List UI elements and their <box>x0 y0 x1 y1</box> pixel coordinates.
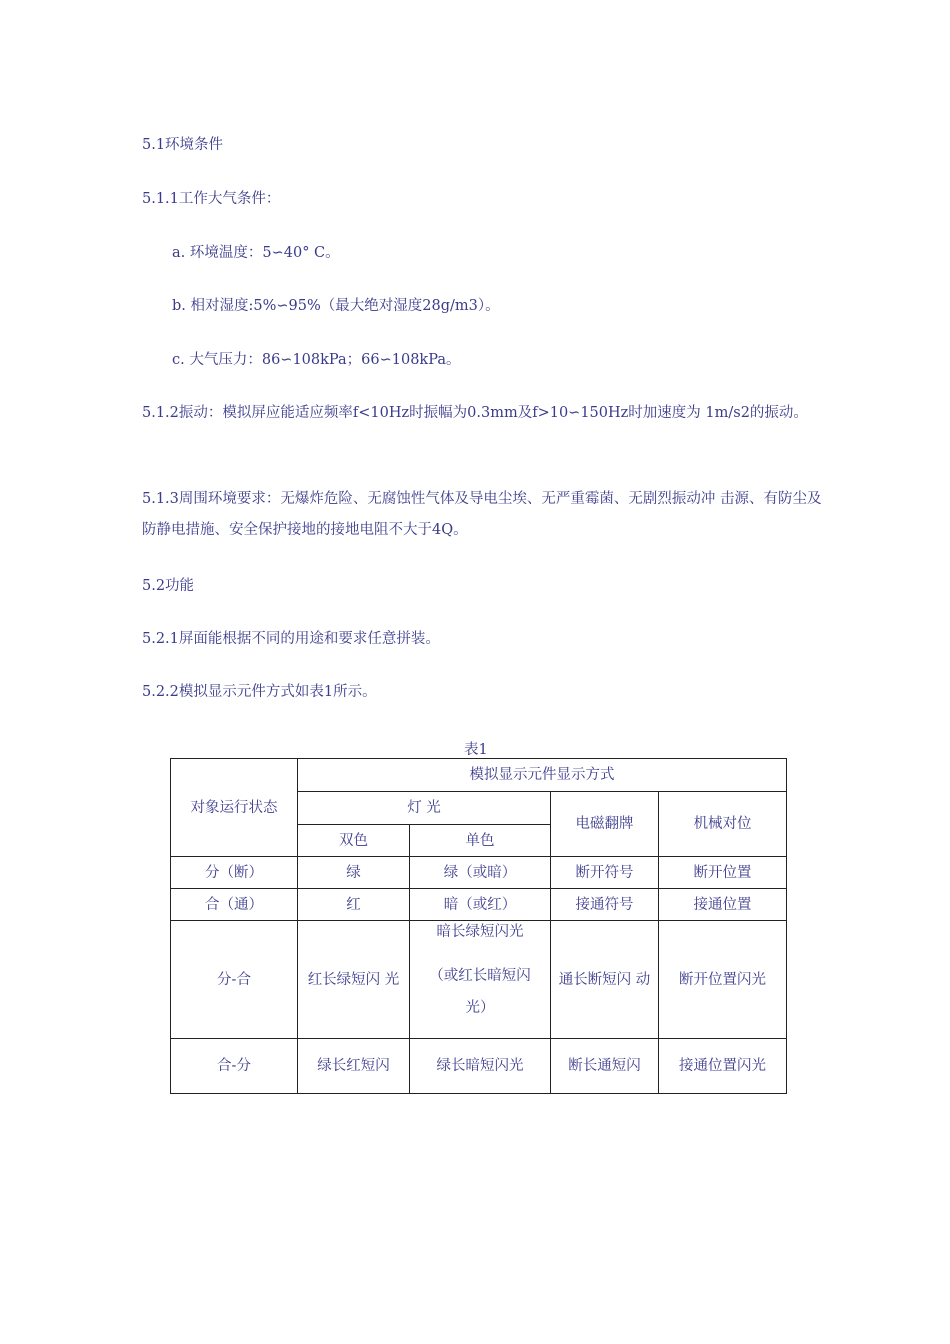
header-display-mode: 模拟显示元件显示方式 <box>298 759 787 792</box>
table-row <box>171 1039 787 1094</box>
cell-mechanical: 接通位置 <box>659 889 787 921</box>
cell-single-line-3: 光） <box>465 1000 495 1016</box>
heading-5-2: 5.2功能 <box>142 578 195 594</box>
cell-single-line-1: 暗长绿短闪光 <box>436 924 524 940</box>
paragraph-5-2-2: 5.2.2模拟显示元件方式如表1所示。 <box>142 684 377 700</box>
heading-5-1: 5.1环境条件 <box>142 137 224 153</box>
cell-electromagnetic: 断长通短闪 <box>551 1039 659 1094</box>
cell-electromagnetic: 断开符号 <box>551 857 659 889</box>
cell-dual: 红长绿短闪 光 <box>298 921 410 1039</box>
cell-single: 绿（或暗） <box>410 857 551 889</box>
header-single-color: 单色 <box>410 825 551 857</box>
display-mode-table <box>170 758 787 1094</box>
cell-single <box>410 921 551 1039</box>
table-row <box>171 889 787 921</box>
paragraph-5-2-1: 5.2.1屏面能根据不同的用途和要求任意拼装。 <box>142 631 440 647</box>
table-caption: 表1 <box>464 742 488 758</box>
cell-single: 绿长暗短闪光 <box>410 1039 551 1094</box>
cell-electromagnetic: 接通符号 <box>551 889 659 921</box>
cell-dual: 绿 <box>298 857 410 889</box>
cell-mechanical: 断开位置闪光 <box>659 921 787 1039</box>
paragraph-5-1-3-environment: 5.1.3周围环境要求：无爆炸危险、无腐蚀性气体及导电尘埃、无严重霉菌、无剧烈振动冲 击源、有防尘及防静电措施、安全保护接地的接地电阻不大于4Q。 <box>142 491 822 538</box>
header-light: 灯 光 <box>298 792 551 825</box>
table-row <box>171 857 787 889</box>
cell-mechanical: 断开位置 <box>659 857 787 889</box>
header-dual-color: 双色 <box>298 825 410 857</box>
cell-dual: 红 <box>298 889 410 921</box>
cell-single: 暗（或红） <box>410 889 551 921</box>
cell-state: 合-分 <box>171 1039 298 1094</box>
header-mechanical: 机械对位 <box>659 792 787 857</box>
header-object-state: 对象运行状态 <box>171 759 298 857</box>
header-electromagnetic: 电磁翻牌 <box>551 792 659 857</box>
item-b-humidity: b. 相对湿度:5%∽95%（最大绝对湿度28g/m3）。 <box>172 298 500 314</box>
item-c-pressure: c. 大气压力：86∽108kPa；66∽108kPa。 <box>172 352 461 368</box>
table-row <box>171 921 787 1039</box>
cell-single-line-2: （或红长暗短闪 <box>429 968 531 984</box>
heading-5-1-1: 5.1.1工作大气条件： <box>142 191 281 207</box>
cell-state: 分-合 <box>171 921 298 1039</box>
paragraph-5-1-2-vibration: 5.1.2振动：模拟屏应能适应频率f<10Hz时振幅为0.3mm及f>10∽150Hz时加速度为 1m/s2的振动。 <box>142 405 808 421</box>
cell-dual: 绿长红短闪 <box>298 1039 410 1094</box>
cell-electromagnetic: 通长断短闪 动 <box>551 921 659 1039</box>
cell-mechanical: 接通位置闪光 <box>659 1039 787 1094</box>
cell-state: 分（断） <box>171 857 298 889</box>
cell-state: 合（通） <box>171 889 298 921</box>
item-a-temperature: a. 环境温度：5∽40° C。 <box>172 245 340 261</box>
